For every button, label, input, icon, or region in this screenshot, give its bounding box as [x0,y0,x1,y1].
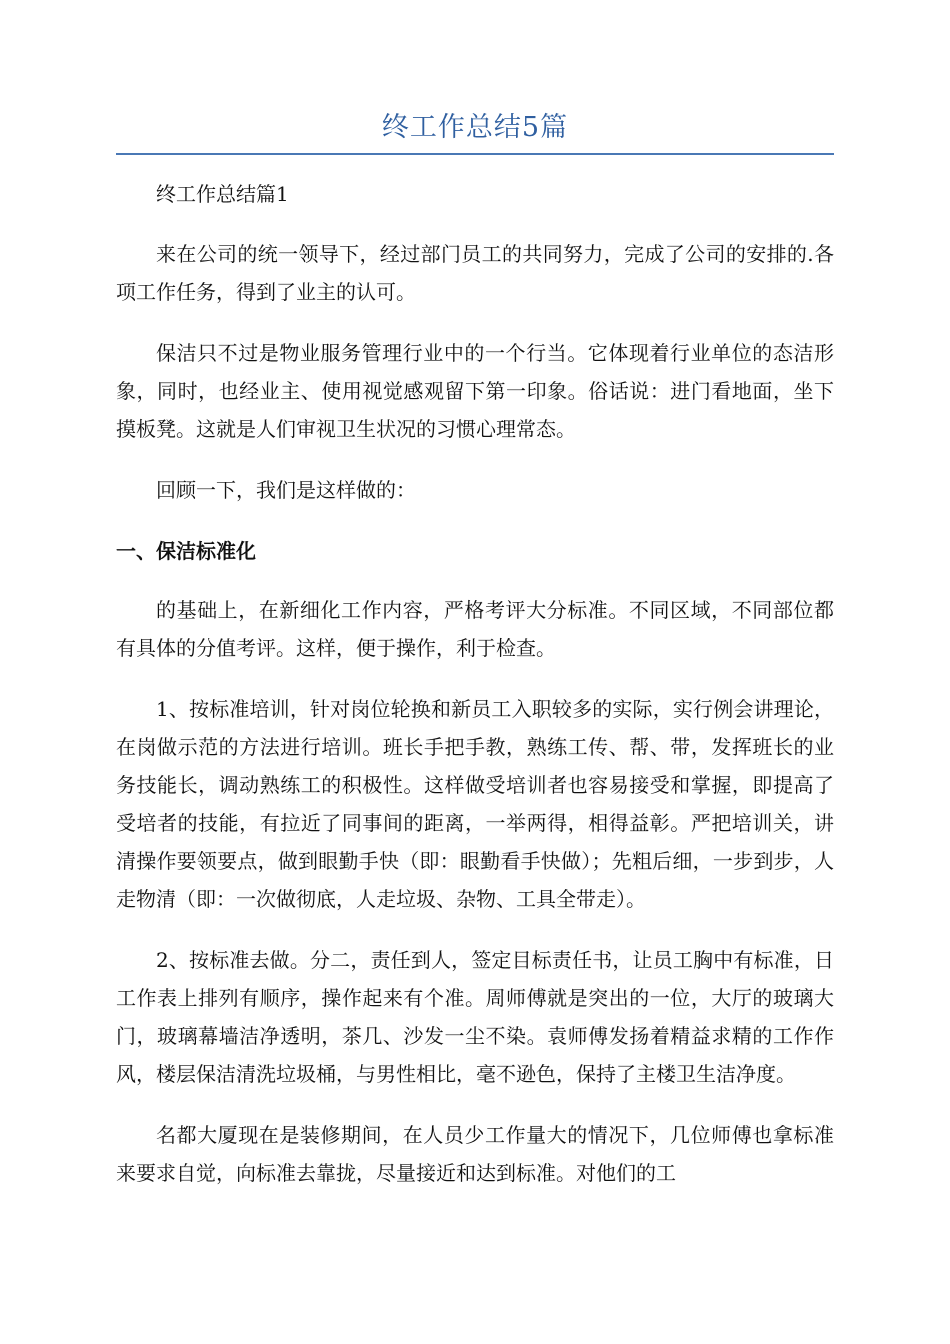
paragraph-main-3: 2、按标准去做。分二，责任到人，签定目标责任书，让员工胸中有标准，日工作表上排列有顺序，操作起来有个准。周师傅就是突出的一位，大厅的玻璃大门，玻璃幕墙洁净透明，茶几、沙发一尘不染。袁师傅发扬着精益求精的工作作风，楼层保洁清洗垃圾桶，与男性相比，毫不逊色，保持了主楼卫生洁净度。 [116,948,834,1086]
document-page [116,0,834,1344]
section-heading-1: 一、保洁标准化 [116,539,256,563]
section-title: 终工作总结篇1 [156,182,289,206]
paragraph-intro-1: 来在公司的统一领导下，经过部门员工的共同努力，完成了公司的安排的.各项工作任务，得到了业主的认可。 [116,242,834,304]
document-body [116,175,834,1215]
paragraph-main-2: 1、按标准培训，针对岗位轮换和新员工入职较多的实际，实行例会讲理论，在岗做示范的方法进行培训。班长手把手教，熟练工传、帮、带，发挥班长的业务技能长，调动熟练工的积极性。这样做受培训者也容易接受和掌握，即提高了受培者的技能，有拉近了同事间的距离，一举两得，相得益彰。严把培训关，讲清操作要领要点，做到眼勤手快（即：眼勤看手快做）；先粗后细，一步到步，人走物清（即：一次做彻底，人走垃圾、杂物、工具全带走）。 [116,697,834,911]
paragraph-intro-2: 保洁只不过是物业服务管理行业中的一个行当。它体现着行业单位的态洁形象，同时，也经业主、使用视觉感观留下第一印象。俗话说：进门看地面，坐下摸板凳。这就是人们审视卫生状况的习惯心理常态。 [116,341,834,441]
title-underline [116,153,834,155]
paragraph-main-1: 的基础上，在新细化工作内容，严格考评大分标准。不同区域，不同部位都有具体的分值考评。这样，便于操作，利于检查。 [116,598,834,660]
paragraph-intro-3: 回顾一下，我们是这样做的： [156,478,416,502]
document-title: 终工作总结5篇 [381,112,569,143]
paragraph-main-4: 名都大厦现在是装修期间，在人员少工作量大的情况下，几位师傅也拿标准来要求自觉，向标准去靠拢，尽量接近和达到标准。对他们的工 [116,1123,834,1185]
